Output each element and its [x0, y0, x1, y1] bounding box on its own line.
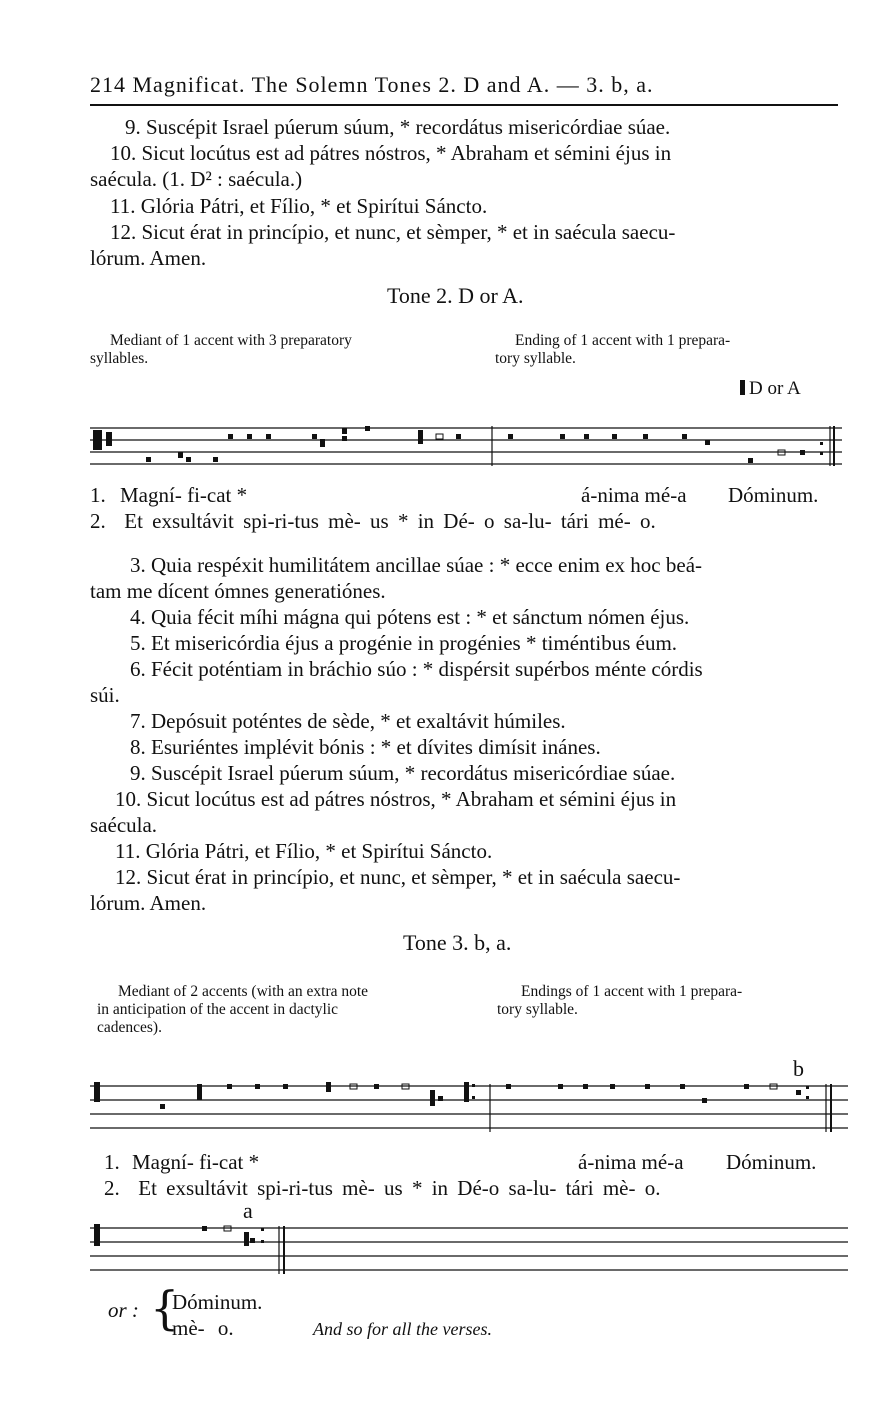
tone3-text-line-2: [104, 1176, 660, 1201]
tone2-verse-12: 12. Sicut érat in princípio, et nunc, et sèmper, * et in saécula saecu-: [115, 865, 681, 889]
tone2-verse-4: 4. Quia fécit míhi mágna qui pótens est : * et sánctum nómen éjus.: [130, 605, 690, 629]
clef-mark-icon: [740, 380, 745, 395]
tone2-ending-label: D or A: [740, 378, 801, 400]
clef-icon: [94, 1224, 100, 1246]
or-label: or :: [108, 1298, 139, 1322]
tone2-line1-last: Dóminum.: [728, 483, 819, 507]
alt-ending-1: Dóminum.: [172, 1290, 263, 1314]
tone2-verse-3-cont: tam me dícent ómnes generatiónes.: [90, 579, 386, 603]
tone3-line2-text: Et exsultávit spi-ri-tus mè- us * in Dé-o sa-lu- tári mè- o.: [138, 1176, 661, 1200]
header-rule: [90, 104, 838, 106]
tone2-line2-text: Et exsultávit spi-ri-tus mè- us * in Dé- o sa-lu- tári mé- o.: [124, 509, 656, 533]
tone3-line1-number: 1.: [104, 1150, 120, 1174]
tone2-verse-10-cont: saécula.: [90, 813, 158, 837]
verse-12-top-cont: lórum. Amen.: [90, 246, 207, 270]
tone3-a-notes: [94, 1224, 264, 1246]
tone3-label-a: a: [243, 1198, 253, 1223]
tone3-staff: [90, 1080, 850, 1138]
tone2-notes: [93, 426, 823, 463]
verse-12-top: 12. Sicut érat in princípio, et nunc, et sèmper, * et in saécula saecu-: [110, 220, 676, 244]
tone2-verse-6: 6. Fécit poténtiam in bráchio súo : * dispérsit supérbos ménte córdis: [130, 657, 703, 681]
tone2-line1-number: 1.: [90, 483, 106, 507]
tone3-line2-number: 2.: [104, 1176, 120, 1200]
brace-icon: {: [150, 1281, 180, 1335]
tone2-title: Tone 2. D or A.: [387, 283, 524, 308]
tone3-line1-right: á-nima mé-a: [578, 1150, 684, 1174]
tone2-verse-11: 11. Glória Pátri, et Fílio, * et Spirítui Sáncto.: [115, 839, 493, 863]
clef-icon: [94, 1082, 100, 1102]
verse-10-top: 10. Sicut locútus est ad pátres nóstros, * Abraham et sémini éjus in: [110, 141, 672, 165]
tone3-line1-last: Dóminum.: [726, 1150, 817, 1174]
tone3-mediant-desc-3: cadences).: [97, 1019, 162, 1036]
tone2-line1-left: Magní- fi-cat *: [120, 483, 248, 507]
tone2-line1-right: á-nima mé-a: [581, 483, 687, 507]
tone2-line2-number: 2.: [90, 509, 106, 533]
tone3-label-b: b: [793, 1056, 804, 1081]
tone2-verse-7: 7. Depósuit poténtes de sède, * et exaltávit húmiles.: [130, 709, 566, 733]
tone2-verse-6-cont: súi.: [90, 683, 120, 707]
tone2-ending-desc-2: tory syllable.: [495, 350, 576, 367]
tone3-line1-left: Magní- fi-cat *: [132, 1150, 260, 1174]
tone2-verse-3: 3. Quia respéxit humilitátem ancillae súae : * ecce enim ex hoc beá-: [130, 553, 703, 577]
tone3-mediant-desc-2: in anticipation of the accent in dactylic: [97, 1001, 339, 1018]
tone3-ending-desc-1: Endings of 1 accent with 1 prepara-: [521, 983, 743, 1000]
tone3-a-staff: [90, 1222, 850, 1278]
tone3-title: Tone 3. b, a.: [403, 930, 512, 955]
tone2-mediant-desc-2: syllables.: [90, 350, 149, 367]
footer-note: And so for all the verses.: [313, 1319, 492, 1339]
tone2-ending-desc-1: Ending of 1 accent with 1 prepara-: [515, 332, 731, 349]
alt-ending-2: mè- o.: [172, 1316, 234, 1340]
clef-icon: [93, 430, 102, 450]
verse-10-top-cont: saécula. (1. D² : saécula.): [90, 167, 303, 191]
tone2-verse-10: 10. Sicut locútus est ad pátres nóstros, * Abraham et sémini éjus in: [115, 787, 677, 811]
verse-11-top: 11. Glória Pátri, et Fílio, * et Spirítui Sáncto.: [110, 194, 488, 218]
tone2-text-line-2: [90, 509, 656, 534]
tone2-staff: [90, 422, 850, 470]
tone2-verse-5: 5. Et misericórdia éjus a progénie in progénies * timéntibus éum.: [130, 631, 678, 655]
tone2-verse-9: 9. Suscépit Israel púerum súum, * recordátus misericórdiae súae.: [130, 761, 676, 785]
verse-9-top: 9. Suscépit Israel púerum súum, * recordátus misericórdiae súae.: [125, 115, 671, 139]
tone2-verse-12-cont: lórum. Amen.: [90, 891, 207, 915]
tone2-mediant-desc-1: Mediant of 1 accent with 3 preparatory: [110, 332, 352, 349]
tone2-verse-8: 8. Esuriéntes implévit bónis : * et dívites dimísit inánes.: [130, 735, 601, 759]
running-header: 214 Magnificat. The Solemn Tones 2. D and A. — 3. b, a.: [90, 72, 654, 97]
tone3-mediant-desc-1: Mediant of 2 accents (with an extra note: [118, 983, 369, 1000]
tone3-ending-desc-2: tory syllable.: [497, 1001, 578, 1018]
